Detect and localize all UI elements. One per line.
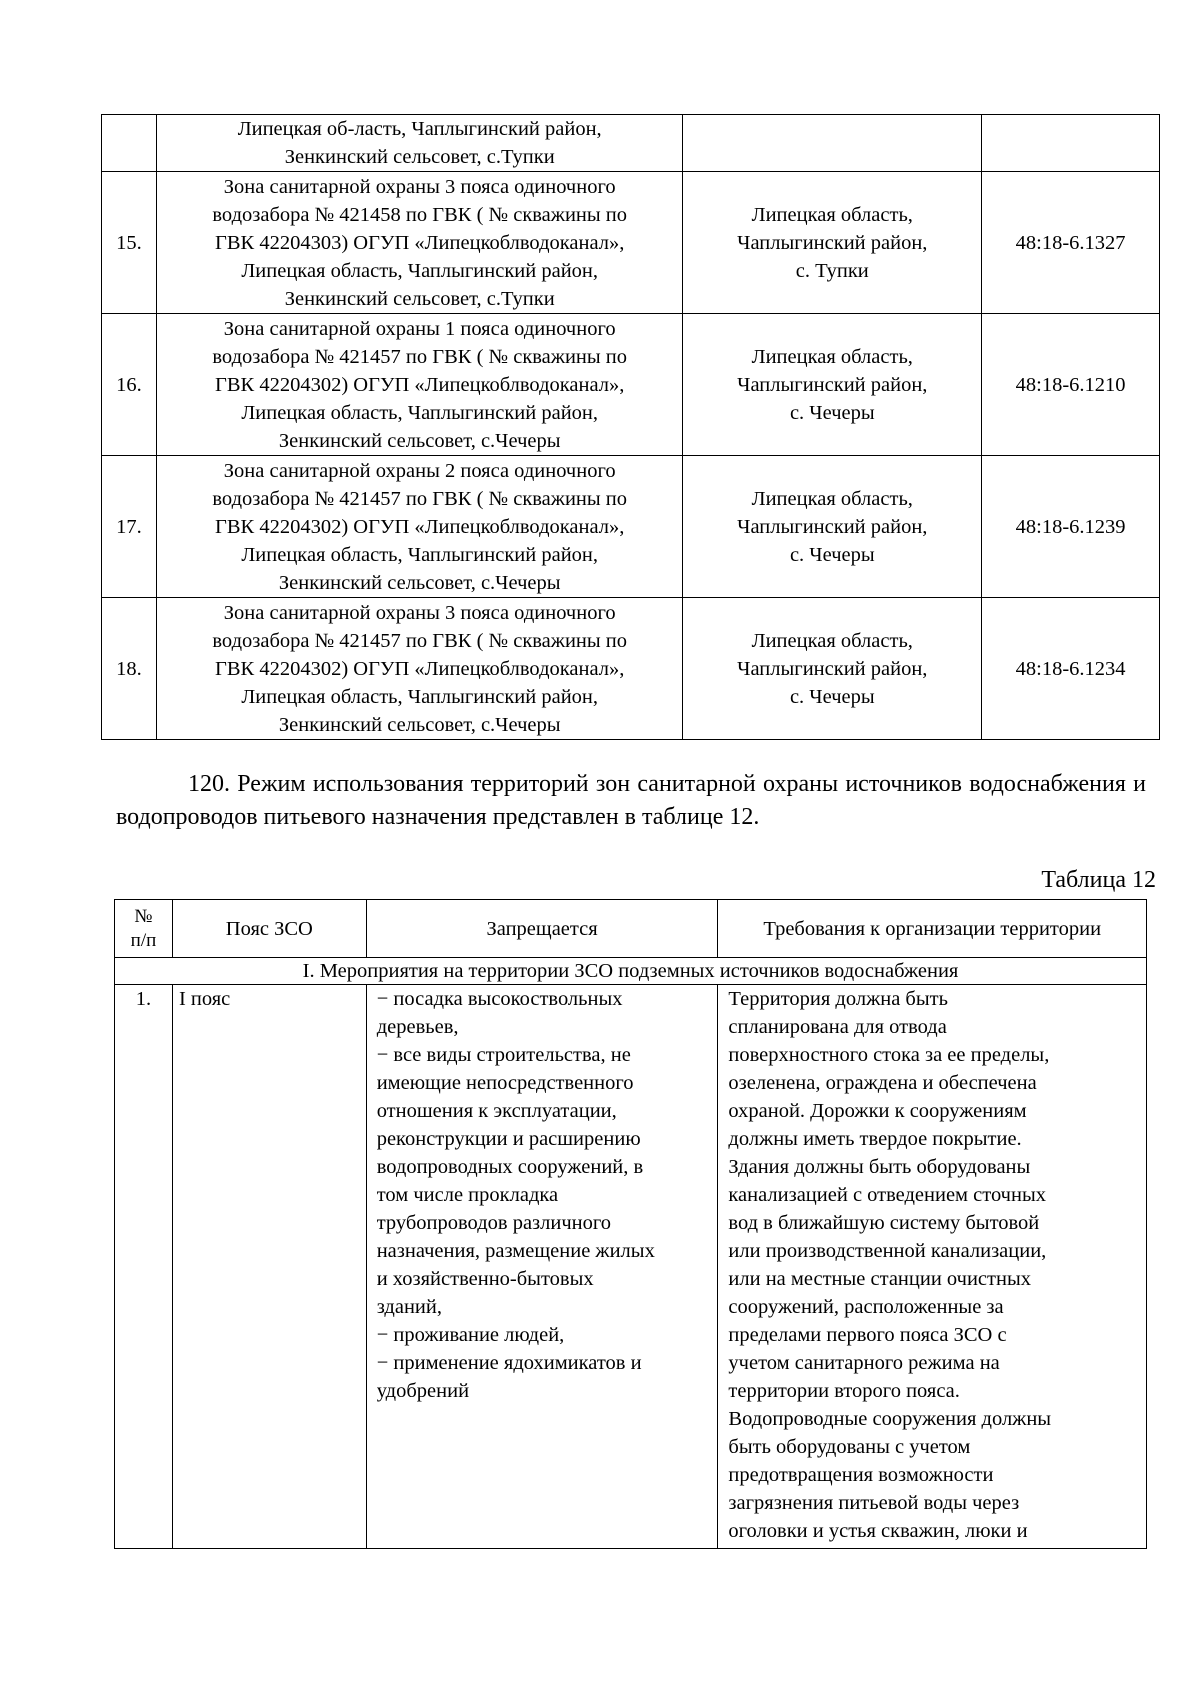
zone-location-line: Липецкая область, <box>751 487 913 510</box>
zone-name-line: Зенкинский сельсовет, с.Чечеры <box>278 429 561 452</box>
row-number: 18. <box>102 598 157 740</box>
table-12 <box>114 899 1147 1549</box>
zone-code: 48:18-6.1327 <box>982 172 1160 314</box>
forbidden-line: том числе прокладка <box>376 1184 559 1206</box>
zone-name-line: ГВК 42204302) ОГУП «Липецкоблводоканал», <box>215 657 625 680</box>
zone-name-line: водозабора № 421458 по ГВК ( № скважины по <box>212 203 628 226</box>
table-caption: Таблица 12 <box>1041 867 1156 893</box>
row-number: 15. <box>102 172 157 314</box>
forbidden-line: водопроводных сооружений, в <box>376 1156 644 1178</box>
zone-name <box>156 598 682 740</box>
requirements-line: пределами первого пояса ЗСО с <box>728 1324 1007 1346</box>
zone-location-line: с. Тупки <box>795 259 869 282</box>
requirements-line: вод в ближайшую систему бытовой <box>728 1212 1040 1234</box>
zone-location <box>683 172 982 314</box>
zone-location-line: Липецкая область, <box>751 345 913 368</box>
forbidden-line: − применение ядохимикатов и <box>376 1352 642 1374</box>
requirements-line: охраной. Дорожки к сооружениям <box>728 1100 1027 1122</box>
zone-name-line: ГВК 42204302) ОГУП «Липецкоблводоканал», <box>215 373 625 396</box>
forbidden-line: отношения к эксплуатации, <box>376 1100 617 1122</box>
requirements-line: Водопроводные сооружения должны <box>728 1408 1052 1430</box>
zone-name-line: водозабора № 421457 по ГВК ( № скважины по <box>212 487 628 510</box>
requirements-line: поверхностного стока за ее пределы, <box>728 1044 1050 1066</box>
section-title: I. Мероприятия на территории ЗСО подземных источников водоснабжения <box>115 958 1147 985</box>
header-forbidden: Запрещается <box>366 900 718 958</box>
zone-location <box>683 115 982 172</box>
zone-name-line: Липецкая область, Чаплыгинский район, <box>241 543 599 566</box>
requirements-line: предотвращения возможности <box>728 1464 994 1486</box>
zone-name-line: Зенкинский сельсовет, с.Чечеры <box>278 713 561 736</box>
requirements-line: загрязнения питьевой воды через <box>728 1492 1020 1514</box>
zone-name-line: Зона санитарной охраны 1 пояса одиночного <box>223 317 616 340</box>
forbidden-line: имеющие непосредственного <box>376 1072 634 1094</box>
zone-code: 48:18-6.1239 <box>982 456 1160 598</box>
zone-location-line: с. Чечеры <box>789 401 875 424</box>
header-zone: Пояс ЗСО <box>172 900 366 958</box>
forbidden-line: и хозяйственно-бытовых <box>376 1268 594 1290</box>
requirements-line: спланирована для отвода <box>728 1016 947 1038</box>
zone-belt: I пояс <box>172 985 366 1549</box>
forbidden-line: назначения, размещение жилых <box>376 1240 655 1262</box>
zone-name-line: ГВК 42204303) ОГУП «Липецкоблводоканал», <box>215 231 625 254</box>
zone-name-line: Зона санитарной охраны 3 пояса одиночного <box>223 175 616 198</box>
requirements-line: быть оборудованы с учетом <box>728 1436 971 1458</box>
row-number: 1. <box>115 985 173 1549</box>
table-row <box>102 314 1160 456</box>
requirements-text <box>718 985 1147 1549</box>
requirements-line: учетом санитарного режима на <box>728 1352 1000 1374</box>
requirements-line: озеленена, ограждена и обеспечена <box>728 1072 1037 1094</box>
zone-location-line: Чаплыгинский район, <box>737 373 928 396</box>
forbidden-line: − проживание людей, <box>376 1324 565 1346</box>
zone-code: 48:18-6.1234 <box>982 598 1160 740</box>
zone-name-line: Зенкинский сельсовет, с.Тупки <box>284 146 555 168</box>
paragraph-text: 120. Режим использования территорий зон санитарной охраны источников водоснабжения и водопроводов питьевого назначения представлен в таблице 12. <box>116 771 1146 830</box>
row-number: 16. <box>102 314 157 456</box>
requirements-line: должны иметь твердое покрытие. <box>728 1128 1022 1150</box>
header-number-line: № <box>134 905 153 927</box>
zone-name-line: водозабора № 421457 по ГВК ( № скважины по <box>212 629 628 652</box>
zone-location <box>683 314 982 456</box>
paragraph-120 <box>116 768 1146 834</box>
zone-code <box>982 115 1160 172</box>
table-header-row <box>115 900 1147 958</box>
forbidden-line: трубопроводов различного <box>376 1212 612 1234</box>
table-row <box>102 456 1160 598</box>
zone-name-line: Липецкая область, Чаплыгинский район, <box>241 685 599 708</box>
forbidden-list <box>366 985 718 1549</box>
zone-name-line: Липецкая область, Чаплыгинский район, <box>241 401 599 424</box>
zone-name-line: Зона санитарной охраны 3 пояса одиночного <box>223 601 616 624</box>
zone-code: 48:18-6.1210 <box>982 314 1160 456</box>
header-number <box>115 900 173 958</box>
requirements-line: канализацией с отведением сточных <box>728 1184 1046 1206</box>
zone-location-line: Липецкая область, <box>751 203 913 226</box>
zone-location-line: Чаплыгинский район, <box>737 515 928 538</box>
zone-name-line: водозабора № 421457 по ГВК ( № скважины по <box>212 345 628 368</box>
zone-name-line: ГВК 42204302) ОГУП «Липецкоблводоканал», <box>215 515 625 538</box>
forbidden-line: деревьев, <box>376 1016 459 1038</box>
zone-name-line: Зона санитарной охраны 2 пояса одиночного <box>223 459 616 482</box>
header-requirements: Требования к организации территории <box>718 900 1147 958</box>
zone-location <box>683 598 982 740</box>
zone-location-line: Чаплыгинский район, <box>737 657 928 680</box>
table-row <box>115 985 1147 1549</box>
row-number: 17. <box>102 456 157 598</box>
zone-name <box>156 456 682 598</box>
zone-name <box>156 115 682 172</box>
zones-table <box>101 114 1160 740</box>
header-number-line: п/п <box>130 929 157 951</box>
table-row <box>102 598 1160 740</box>
zone-name-line: Зенкинский сельсовет, с.Чечеры <box>278 571 561 594</box>
table-row <box>102 172 1160 314</box>
forbidden-line: реконструкции и расширению <box>376 1128 641 1150</box>
zone-location-line: с. Чечеры <box>789 685 875 708</box>
zone-name <box>156 172 682 314</box>
requirements-line: территории второго пояса. <box>728 1380 960 1402</box>
row-number <box>102 115 157 172</box>
zone-name <box>156 314 682 456</box>
forbidden-line: удобрений <box>376 1380 470 1402</box>
requirements-line: сооружений, расположенные за <box>728 1296 1004 1318</box>
table-row <box>102 115 1160 172</box>
requirements-line: или производственной канализации, <box>728 1240 1047 1262</box>
forbidden-line: зданий, <box>376 1296 442 1318</box>
forbidden-line: − все виды строительства, не <box>376 1044 631 1066</box>
requirements-line: или на местные станции очистных <box>728 1268 1031 1290</box>
zone-name-line: Зенкинский сельсовет, с.Тупки <box>284 287 555 310</box>
requirements-line: Территория должна быть <box>728 988 948 1010</box>
zone-name-line: Липецкая область, Чаплыгинский район, <box>241 259 599 282</box>
section-row <box>115 958 1147 985</box>
zone-name-line: Липецкая об-ласть, Чаплыгинский район, <box>237 118 602 140</box>
requirements-line: Здания должны быть оборудованы <box>728 1156 1031 1178</box>
zone-location-line: Липецкая область, <box>751 629 913 652</box>
zone-location-line: Чаплыгинский район, <box>737 231 928 254</box>
zone-location-line: с. Чечеры <box>789 543 875 566</box>
forbidden-line: − посадка высокоствольных <box>376 988 623 1010</box>
requirements-line: оголовки и устья скважин, люки и <box>728 1520 1028 1542</box>
zone-location <box>683 456 982 598</box>
